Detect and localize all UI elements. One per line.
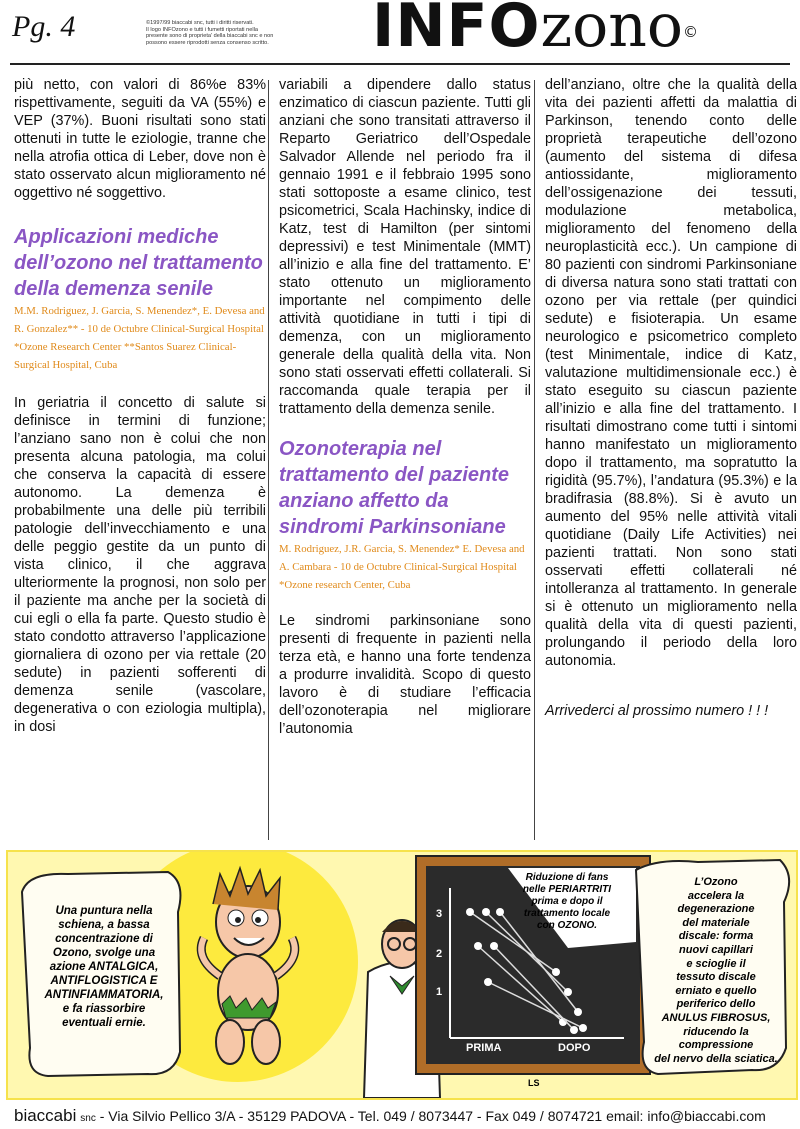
- column-divider: [534, 80, 535, 840]
- right-scroll-text: [648, 876, 784, 1066]
- scroll-line: e scioglie il: [686, 957, 746, 970]
- scroll-line: e fa riassorbire: [62, 1003, 146, 1015]
- copyright-notice: [146, 20, 306, 46]
- chalk-dot: [496, 908, 504, 916]
- brand-logo: [372, 0, 699, 61]
- scroll-line: Ozono, svolge una: [52, 947, 156, 959]
- scroll-line: Una puntura nella: [55, 905, 153, 917]
- column-divider: [268, 80, 269, 840]
- article-title: Ozonoterapia nel trattamento del paziente anziano affetto da sindromi Parkinsoniane: [279, 438, 510, 538]
- scroll-line: azione ANTALGICA,: [49, 961, 159, 973]
- chalk-dot: [579, 1024, 587, 1032]
- paragraph: dell’anziano, oltre che la qualità della vita dei pazienti affetti da malattia di Parkinson, tenendo conto delle proprietà terapeutiche dell’ozono (aumento del sistema di difesa antiossidante, miglioramento dell’ossigenazione dei tessuti, modulazione metabolica, miglioramento del fenomeno della neuroplasticità ecc.). Un campione di 80 pazienti con sindromi Parkinsoniane di diversa natura sono stati trattati con ozono per via rettale (per quindici sedute) e fisioterapia. Un esame neurologico e psicometrico completo (test Minimentale, indice di Katz, valutazione multidimensionale ecc.) è stato eseguito su ciascun paziente all’inizio e alla fine del trattamento. I risultati dimostrano come tutti i sintomi hanno manifestato un miglioramento dopo il trattamento, ma sopratutto la rigidità (95.7%), l’andatura (95.3%) e la bradifrasia (88.8%). Si è avuto un aumento del 95% nelle attività vitali quotidiane (Daily Life Activities) nei pazienti trattati. Non sono stati osservati effetti collaterali né intolleranza al trattamento. In generale si è ottenuto un miglioramento nella qualità della vita di questi pazienti, prolungando il periodo della loro autonomia.: [545, 77, 797, 669]
- board-line: trattamento locale: [523, 908, 611, 919]
- board-x-label: PRIMA: [466, 1042, 502, 1054]
- scroll-line: degenerazione: [677, 903, 755, 916]
- chalk-dot: [474, 942, 482, 950]
- scroll-line: ANULUS FIBROSUS,: [661, 1011, 771, 1024]
- scroll-line: discale: forma: [678, 930, 754, 943]
- board-y-label: 1: [436, 986, 443, 998]
- copyright-line: possono essere riprodotti senza consenso scritto.: [146, 39, 269, 46]
- board-x-label: DOPO: [558, 1042, 591, 1054]
- scroll-line: ANTIFLOGISTICA E: [50, 975, 158, 987]
- board-line: prima e dopo il: [531, 896, 603, 907]
- scroll-line: erniato e quello: [675, 984, 757, 997]
- chalk-dot: [574, 1008, 582, 1016]
- scroll-line: eventuali ernie.: [62, 1017, 146, 1029]
- chalk-dot: [552, 968, 560, 976]
- brand-registered: ©: [683, 23, 699, 41]
- header-rule: [10, 63, 790, 65]
- board-y-label: 3: [436, 908, 443, 920]
- scroll-line: accelera la: [687, 889, 745, 902]
- board-line: Riduzione di fans: [525, 872, 609, 883]
- scroll-line: del nervo della sciatica.: [654, 1052, 778, 1065]
- article-authors: M. Rodriguez, J.R. Garcia, S. Menendez* E. Devesa and A. Cambara - 10 de Octubre Clinical-Surgical Hospital *Ozone research Center, Cuba: [279, 543, 525, 591]
- scroll-line: concentrazione di: [55, 933, 153, 945]
- chalk-dot: [466, 908, 474, 916]
- left-scroll-text: [34, 904, 174, 1030]
- chalk-dot: [484, 978, 492, 986]
- scroll-line: riducendo la compressione: [678, 1025, 754, 1052]
- scroll-line: nuovi capillari: [679, 943, 753, 956]
- paragraph: In geriatria il concetto di salute si definisce in termini di funzione; l’anziano sano non è colui che non presenta alcuna patologia, ma colui che conserva la capacità di essere autonomo. La demenza è probabilmente una delle più terribili patologie dell’invecchiamento e una delle peggio gestite da un punto di vista clinico, il che aggrava ulteriormente la prognosi, non solo per il paziente ma anche per la società di cui egli o ella fa parte. Questo studio è stato condotto attraverso l’applicazione giornaliera di ozono per via rettale (20 sedute) in pazienti sofferenti di demenza senile (vascolare, degenerativa o con eziologia multipla), in dosi: [14, 395, 266, 735]
- comic-strip: [6, 850, 798, 1100]
- column-1: [14, 76, 266, 736]
- scroll-line: tessuto discale: [676, 971, 756, 984]
- article-authors: M.M. Rodriguez, J. Garcia, S. Menendez*, E. Devesa and R. Gonzalez** - 10 de Octubre Clinical-Surgical Hospital *Ozone Research Center **Santos Suarez Clinical-Surgical Hospital, Cuba: [14, 305, 265, 371]
- scroll-line: ANTINFIAMMATORIA,: [44, 989, 164, 1001]
- chalk-dot: [482, 908, 490, 916]
- column-2: [279, 76, 531, 738]
- board-y-label: 2: [436, 948, 443, 960]
- company-address: - Via Silvio Pellico 3/A - 35129 PADOVA - Tel. 049 / 8073447 - Fax 049 / 8074721 email: info@biaccabi.com: [99, 1108, 766, 1124]
- board-line: nelle PERIARTRITI: [522, 884, 612, 895]
- article-title: Applicazioni mediche dell’ozono nel trattamento della demenza senile: [14, 226, 263, 300]
- page-number: Pg. 4: [12, 10, 76, 43]
- copyright-line: Il logo INFOzono e tutti i fumetti riportati nella: [146, 26, 258, 33]
- page-footer: [14, 1106, 794, 1126]
- artist-signature: LS: [528, 1078, 540, 1088]
- chalk-dot: [490, 942, 498, 950]
- company-type: snc: [80, 1113, 96, 1124]
- column-3: [545, 76, 797, 720]
- copyright-line: presente sono di proprieta' della biaccabi snc e non: [146, 33, 274, 40]
- scroll-line: schiena, a bassa: [58, 919, 150, 931]
- paragraph: Le sindromi parkinsoniane sono presenti di frequente in pazienti nella terza età, e hanno una forte tendenza a produrre invalidità. Scopo di questo lavoro è di studiare l’efficacia dell’ozonoterapia nel migliorare l’autonomia: [279, 613, 531, 737]
- paragraph: più netto, con valori di 86%e 83% rispettivamente, seguiti da VA (55%) e VEP (37%). Buoni risultati sono stati ottenuti in tutte le eziologie, tranne che nella atrofia ottica di Leber, dove non è stato osservato alcun miglioramento né oggettivo né soggettivo.: [14, 77, 266, 201]
- chalk-dot: [570, 1026, 578, 1034]
- closing-line: Arrivederci al prossimo numero ! ! !: [545, 703, 769, 719]
- scroll-line: periferico dello: [676, 998, 756, 1011]
- page-header: [0, 0, 800, 62]
- brand-light: zono: [540, 0, 684, 61]
- paragraph: variabili a dipendere dallo status enzimatico di ciascun paziente. Tutti gli anziani che sono transitati attraverso il Reparto Geriatrico dell’Ospedale Salvador Allende nel periodo fra il gennaio 1991 e il febbraio 1995 sono stati sottoposte a esame clinico, test psicometrici, Scala Hachinsky, indice di Katz, test di Hamilton (per sintomi depressivi) e test Minimentale (MMT) all’inizio e alla fine del trattamento. E’ stato ottenuto un miglioramento importante nel compimento delle attività quotidiane in tutti i tipi di demenza, con un miglioramento generale della qualità della vita. Non sono stati osservati effetti collaterali. Si raccomanda quale terapia per il trattamento della demenza senile.: [279, 77, 531, 417]
- company-name: biaccabi: [14, 1106, 77, 1125]
- scroll-line: L’Ozono: [694, 876, 738, 888]
- scroll-line: del materiale: [682, 916, 750, 929]
- board-caption: [508, 872, 626, 932]
- brand-bold: INFO: [372, 0, 541, 61]
- board-line: con OZONO.: [537, 920, 597, 931]
- copyright-line: ©1997/99 biaccabi snc, tutti i diritti riservati.: [146, 20, 254, 26]
